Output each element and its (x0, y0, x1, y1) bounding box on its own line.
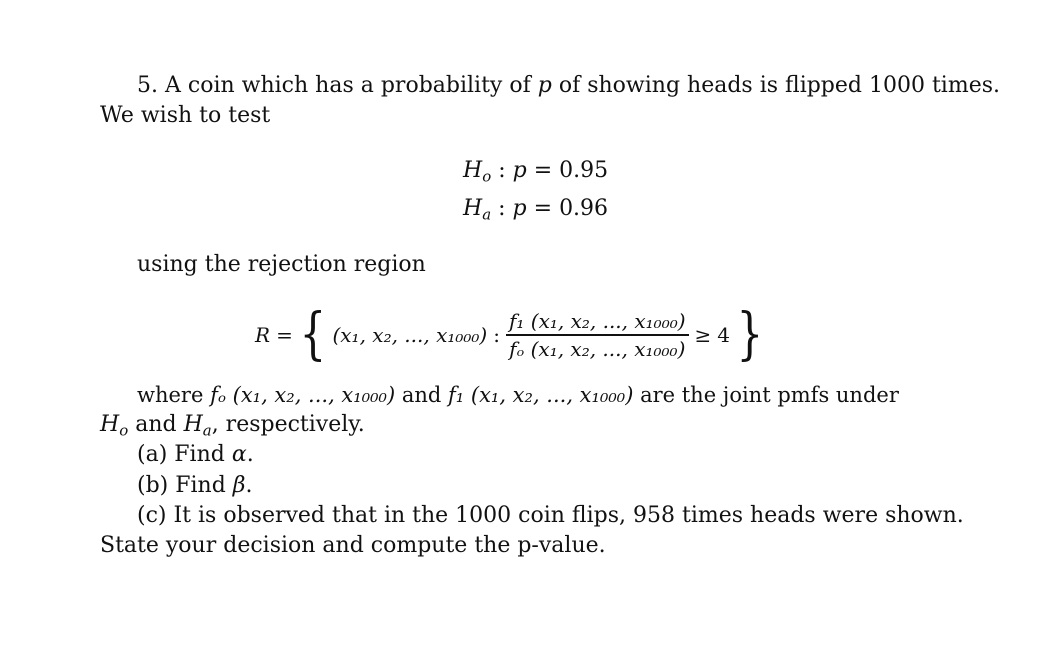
beta-symbol: β (232, 473, 246, 498)
alt-value: 0.96 (559, 196, 609, 221)
intro-text-1: A coin which has a probability of (165, 73, 531, 98)
ha-subscript: a (202, 421, 212, 440)
alt-hypothesis (463, 195, 608, 223)
rejection-intro: using the rejection region (137, 252, 426, 277)
geq-sign: ≥ (694, 323, 712, 347)
region-eq: = (276, 323, 293, 347)
alt-colon: : (498, 196, 506, 221)
part-c-line-2: State your decision and compute the p-value. (100, 533, 606, 558)
null-value: 0.95 (559, 158, 609, 183)
h0-symbol: H (100, 412, 120, 437)
prob-param: p (537, 73, 552, 98)
alt-h-subscript: a (482, 205, 492, 224)
where-line (137, 381, 899, 409)
ratio-denominator: fₒ (x₁, x₂, ..., x₁₀₀₀) (509, 336, 686, 361)
intro-line-2: We wish to test (100, 103, 271, 128)
part-b (137, 472, 253, 500)
respectively-text: , respectively. (211, 412, 365, 437)
null-eq: = (533, 158, 553, 183)
threshold-value: 4 (717, 323, 731, 347)
where-word: where (137, 383, 204, 407)
sample-tuple: (x₁, x₂, ..., x₁₀₀₀) (332, 323, 488, 347)
ratio-numerator: f₁ (x₁, x₂, ..., x₁₀₀₀) (508, 309, 686, 334)
part-a-label: (a) Find (137, 442, 225, 467)
region-symbol: R (255, 323, 271, 347)
right-brace: } (736, 302, 764, 367)
null-hypothesis (463, 157, 608, 185)
and-word-2: and (135, 412, 177, 437)
part-b-label: (b) Find (137, 473, 226, 498)
null-h-subscript: o (482, 167, 492, 186)
joint-pmfs-text: are the joint pmfs under (640, 383, 899, 407)
intro-text-2: of showing heads is flipped 1000 times. (558, 73, 1001, 98)
respectively-line (100, 411, 365, 439)
part-a (137, 441, 254, 469)
alt-eq: = (533, 196, 553, 221)
likelihood-ratio (506, 308, 689, 362)
null-h-symbol: H (463, 158, 483, 183)
alt-param: p (512, 196, 527, 221)
ha-symbol: H (183, 412, 203, 437)
and-word-1: and (401, 383, 442, 407)
alpha-symbol: α (231, 442, 247, 467)
part-b-dot: . (245, 473, 253, 498)
problem-number: 5. (137, 73, 158, 98)
region-colon: : (493, 323, 500, 347)
h0-subscript: o (119, 421, 129, 440)
null-colon: : (498, 158, 506, 183)
pmf-alt: f₁ (x₁, x₂, ..., x₁₀₀₀) (448, 383, 634, 407)
pmf-null: fₒ (x₁, x₂, ..., x₁₀₀₀) (210, 383, 396, 407)
intro-line-1 (137, 72, 1000, 100)
null-param: p (512, 158, 527, 183)
part-a-dot: . (246, 442, 254, 467)
part-c-line-1: (c) It is observed that in the 1000 coin flips, 958 times heads were shown. (137, 503, 964, 528)
rejection-region-formula (255, 298, 770, 372)
alt-h-symbol: H (463, 196, 483, 221)
left-brace: { (299, 302, 327, 367)
